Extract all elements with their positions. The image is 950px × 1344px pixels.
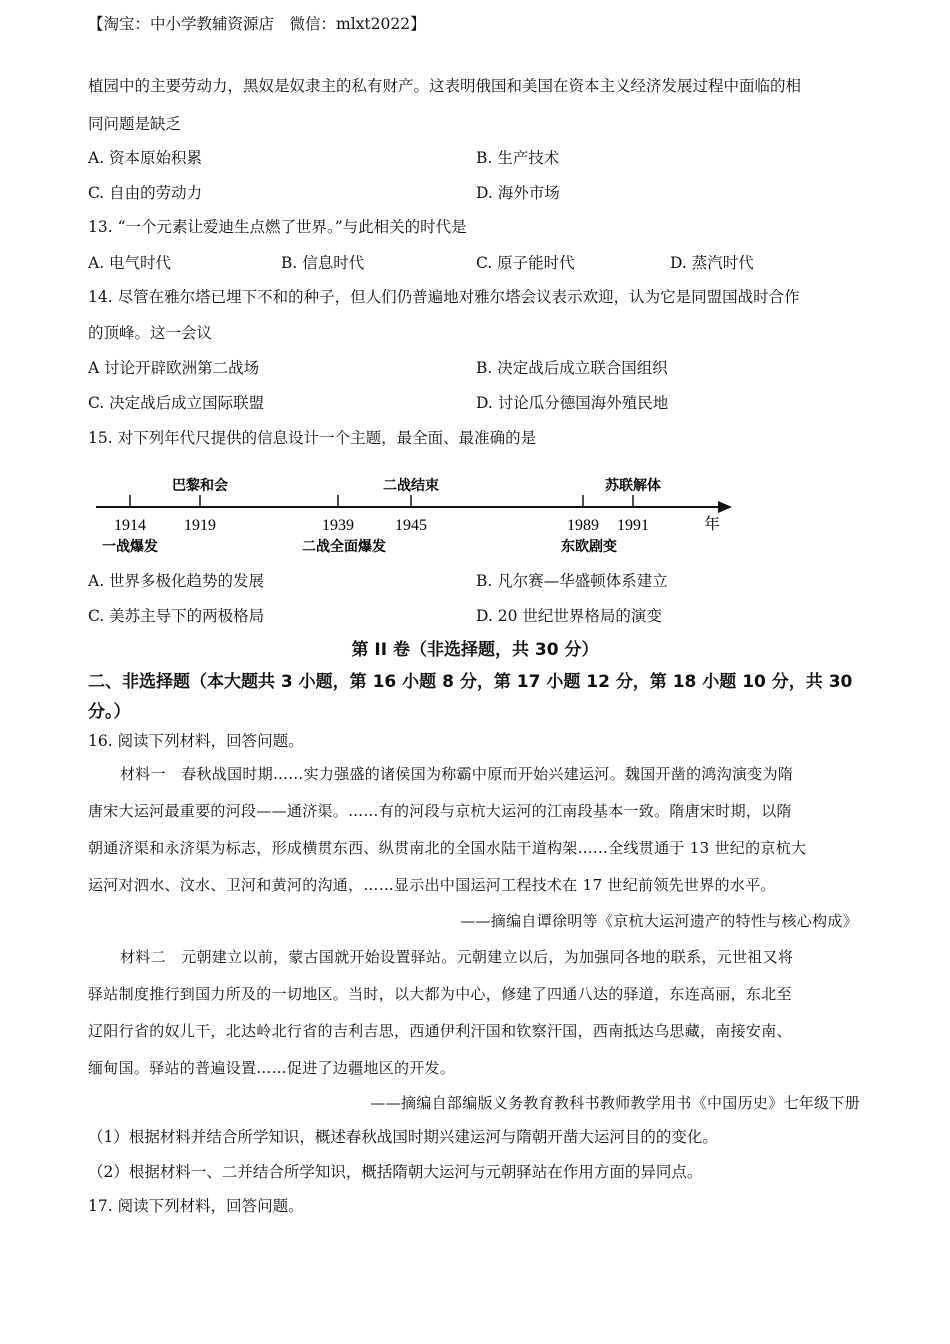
q16-stem: 16. 阅读下列材料，回答问题。: [88, 732, 304, 750]
q16-material1-line1: 材料一 春秋战国时期……实力强盛的诸侯国为称霸中原而开始兴建运河。魏国开凿的鸿沟演变为隋: [120, 765, 794, 783]
q13-option-c: C. 原子能时代: [476, 254, 575, 272]
timeline-event-below-1939: 二战全面爆发: [302, 539, 386, 555]
timeline-unit-label: 年: [704, 516, 721, 533]
timeline-year-1989: 1989: [567, 517, 599, 534]
q12-option-c: C. 自由的劳动力: [88, 184, 203, 202]
timeline-event-above-1991: 苏联解体: [605, 478, 661, 494]
timeline-year-1945: 1945: [395, 517, 427, 534]
timeline-figure: [0, 465, 950, 565]
page-header: 【淘宝：中小学教辅资源店 微信：mlxt2022】: [88, 15, 426, 33]
q14-option-c: C. 决定战后成立国际联盟: [88, 394, 265, 412]
q13-option-d: D. 蒸汽时代: [670, 254, 754, 272]
timeline-year-1939: 1939: [322, 517, 354, 534]
q12-line2: 同问题是缺乏: [88, 115, 182, 133]
q14-line1: 14. 尽管在雅尔塔已埋下不和的种子，但人们仍普遍地对雅尔塔会议表示欢迎，认为它是同盟国战时合作: [88, 288, 800, 306]
q14-line2: 的顶峰。这一会议: [88, 324, 213, 342]
timeline-event-below-1914: 一战爆发: [102, 539, 158, 555]
q16-material2-line3: 辽阳行省的奴儿干，北达岭北行省的吉利吉思，西通伊利汗国和钦察汗国，西南抵达乌思藏，南接安南、: [88, 1022, 792, 1040]
q14-option-d: D. 讨论瓜分德国海外殖民地: [476, 394, 669, 412]
q16-material1-line2: 唐宋大运河最重要的河段——通济渠。……有的河段与京杭大运河的江南段基本一致。隋唐宋时期，以隋: [88, 802, 792, 820]
q17-stem: 17. 阅读下列材料，回答问题。: [88, 1197, 304, 1215]
section-heading-line2: 分。）: [88, 702, 131, 722]
q14-option-a: A 讨论开辟欧洲第二战场: [88, 359, 260, 377]
q12-line1: 植园中的主要劳动力，黑奴是奴隶主的私有财产。这表明俄国和美国在资本主义经济发展过程中面临的相: [88, 77, 802, 95]
q16-material2-line1: 材料二 元朝建立以前，蒙古国就开始设置驿站。元朝建立以后，为加强同各地的联系，元世祖又将: [120, 948, 794, 966]
timeline-event-above-1919: 巴黎和会: [172, 478, 228, 494]
q16-material2-source: ——摘编自部编版义务教育教科书教师教学用书《中国历史》七年级下册: [370, 1094, 860, 1112]
section-heading-line1: 二、非选择题（本大题共 3 小题，第 16 小题 8 分，第 17 小题 12 分，第 18 小题 10 分，共 30: [88, 672, 853, 692]
q15-option-c: C. 美苏主导下的两极格局: [88, 607, 265, 625]
q15-option-d: D. 20 世纪世界格局的演变: [476, 607, 662, 625]
timeline-year-1919: 1919: [184, 517, 216, 534]
q16-subquestion-1: （1）根据材料并结合所学知识，概述春秋战国时期兴建运河与隋朝开凿大运河目的的变化。: [88, 1128, 718, 1146]
q13-option-b: B. 信息时代: [281, 254, 365, 272]
q16-material1-line3: 朝通济渠和永济渠为标志，形成横贯东西、纵贯南北的全国水陆干道构架……全线贯通于 13 世纪的京杭大: [88, 839, 807, 857]
q12-option-b: B. 生产技术: [476, 149, 560, 167]
q15-stem: 15. 对下列年代尺提供的信息设计一个主题，最全面、最准确的是: [88, 429, 537, 447]
timeline-event-below-1989: 东欧剧变: [561, 539, 617, 555]
timeline-year-1914: 1914: [114, 517, 146, 534]
q15-option-b: B. 凡尔赛—华盛顿体系建立: [476, 572, 668, 590]
timeline-arrowhead: [718, 501, 732, 513]
q14-option-b: B. 决定战后成立联合国组织: [476, 359, 668, 377]
q16-material2-line4: 缅甸国。驿站的普遍设置……促进了边疆地区的开发。: [88, 1059, 456, 1077]
q16-material1-line4: 运河对泗水、汶水、卫河和黄河的沟通，……显示出中国运河工程技术在 17 世纪前领先世界的水平。: [88, 876, 776, 894]
q12-option-d: D. 海外市场: [476, 184, 560, 202]
timeline-year-1991: 1991: [617, 517, 649, 534]
timeline-event-above-1945: 二战结束: [383, 478, 439, 494]
q16-material1-source: ——摘编自谭徐明等《京杭大运河遗产的特性与核心构成》: [460, 912, 858, 930]
q13-stem: 13. “一个元素让爱迪生点燃了世界。”与此相关的时代是: [88, 218, 467, 236]
part2-title: 第 II 卷（非选择题，共 30 分）: [351, 640, 599, 660]
q15-option-a: A. 世界多极化趋势的发展: [88, 572, 265, 590]
q16-material2-line2: 驿站制度推行到国力所及的一切地区。当时，以大都为中心，修建了四通八达的驿道，东连高丽，东北至: [88, 985, 792, 1003]
q16-subquestion-2: （2）根据材料一、二并结合所学知识，概括隋朝大运河与元朝驿站在作用方面的异同点。: [88, 1163, 703, 1181]
q12-option-a: A. 资本原始积累: [88, 149, 203, 167]
q13-option-a: A. 电气时代: [88, 254, 172, 272]
